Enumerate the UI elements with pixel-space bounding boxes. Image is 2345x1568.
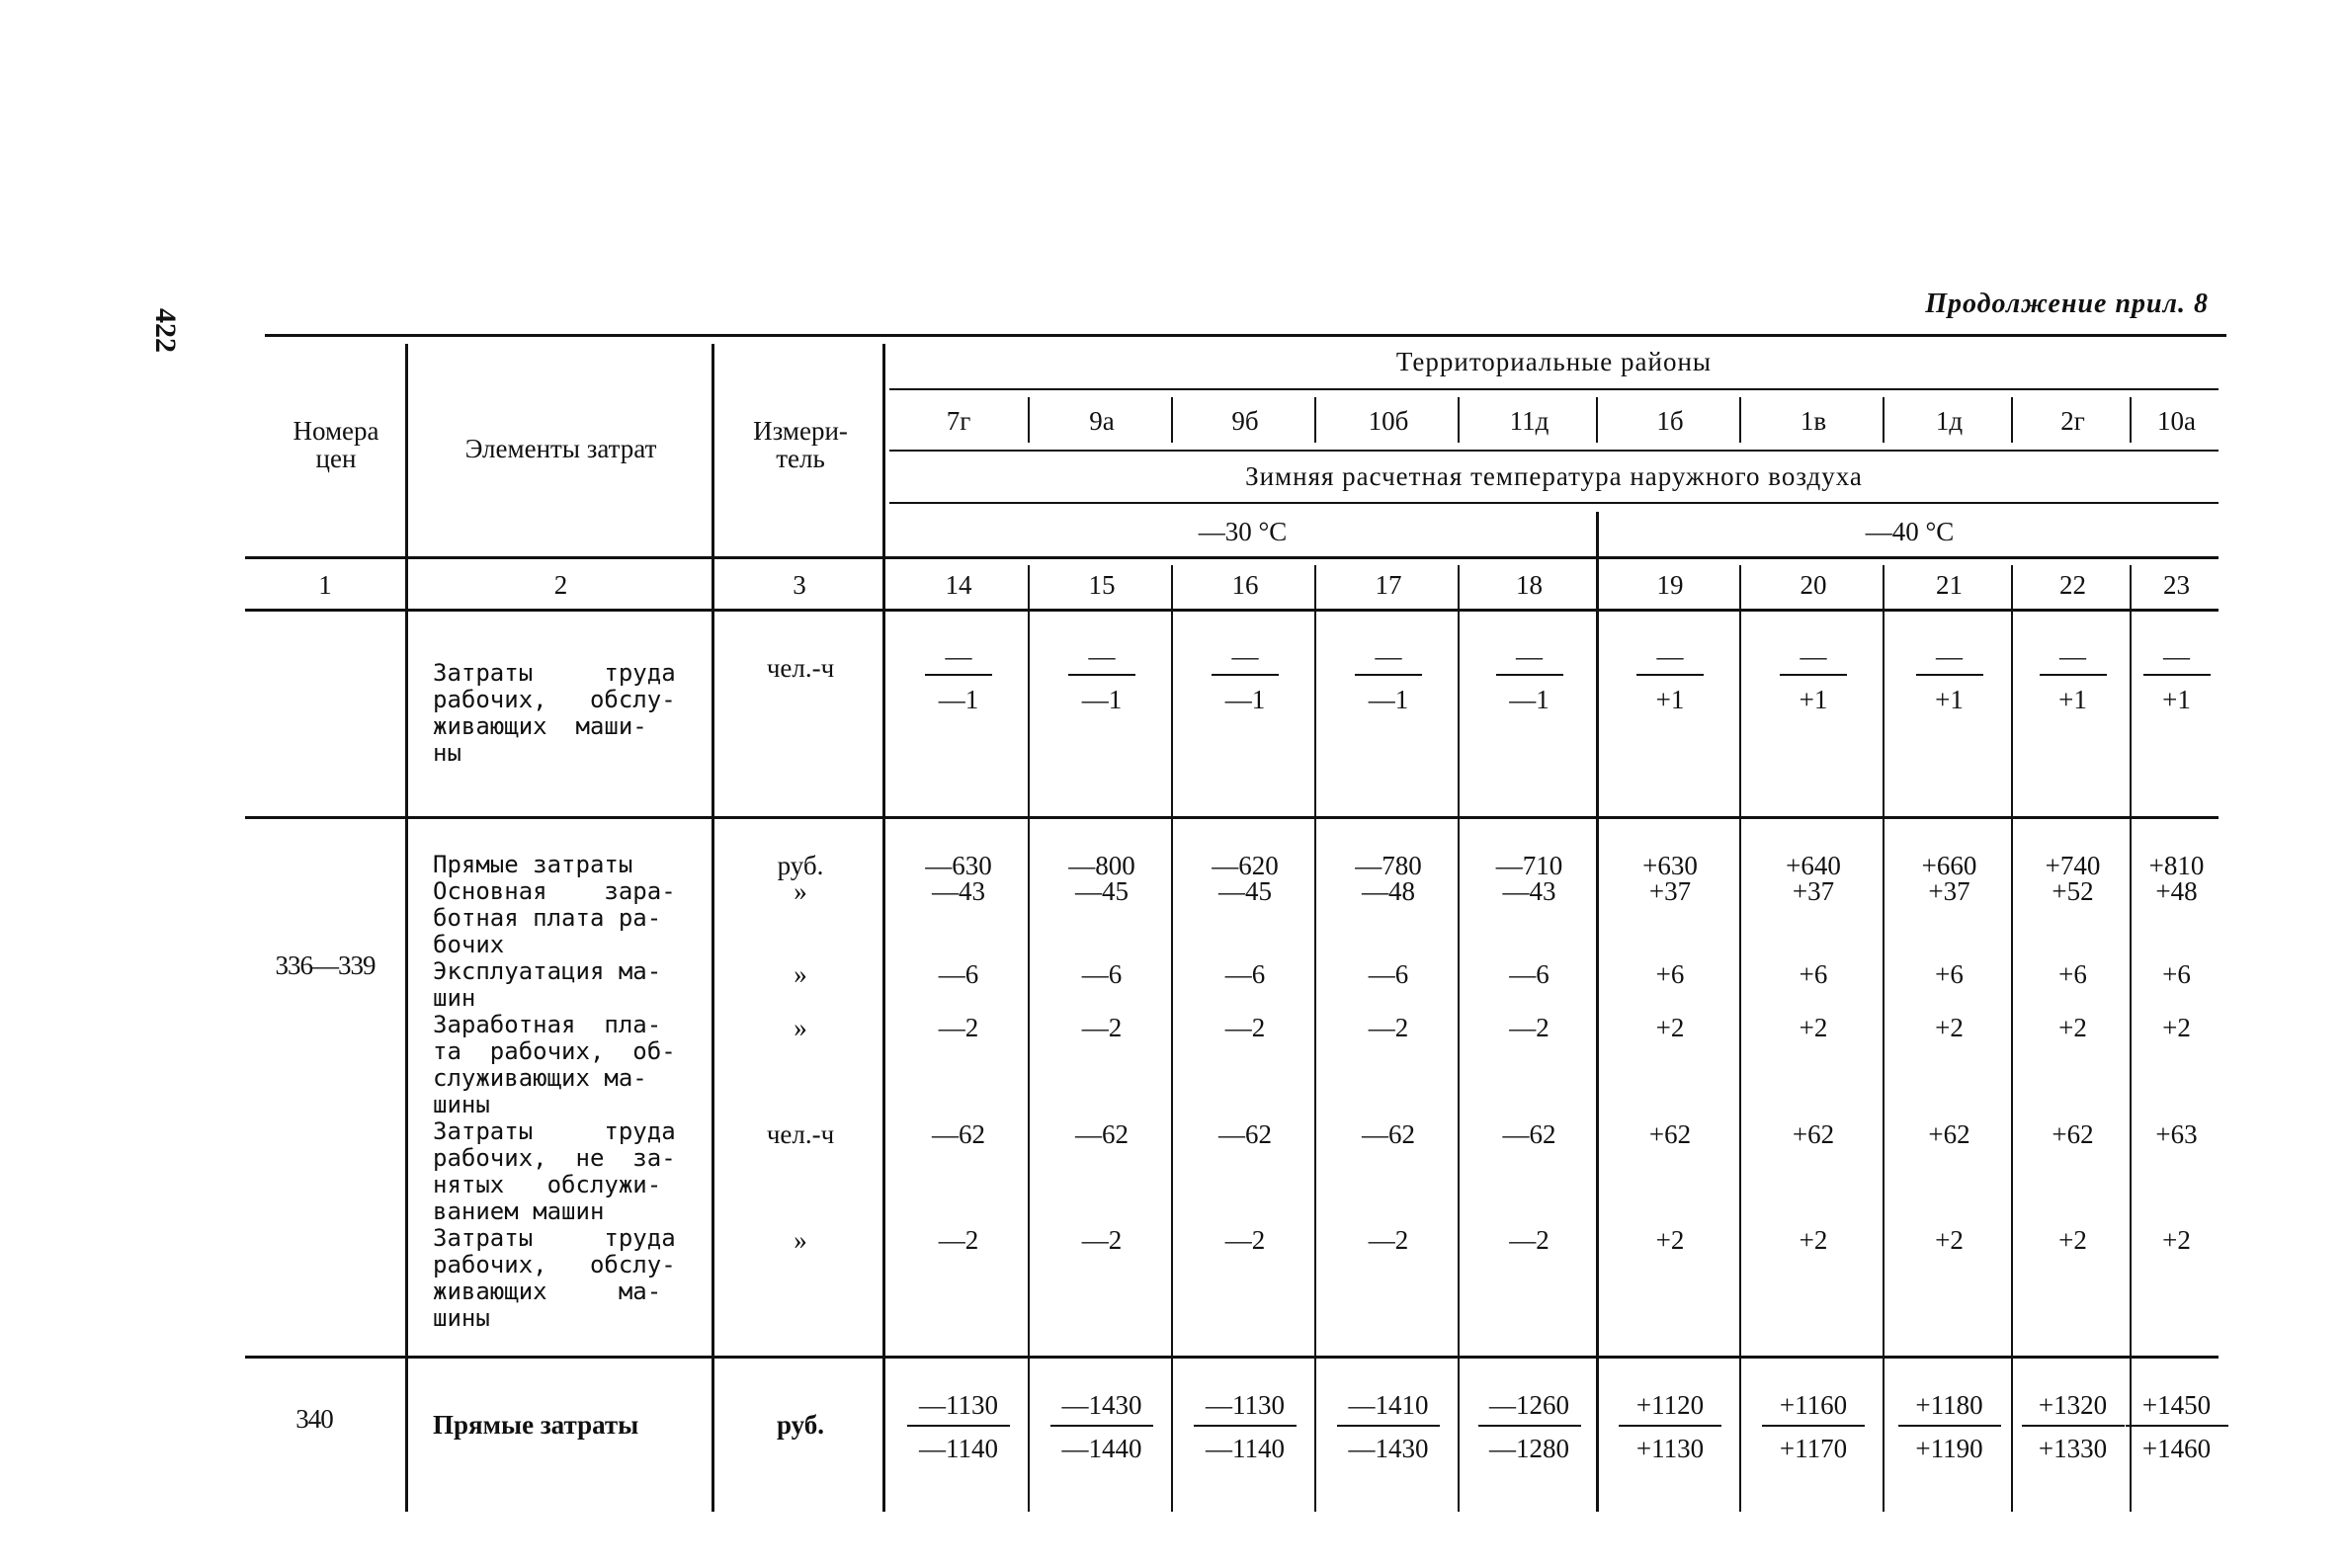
group-value: +62 <box>1792 1119 1835 1149</box>
row340-numerator: —1130 <box>1206 1390 1285 1420</box>
group-element-text: Эксплуатация ма- <box>433 957 662 985</box>
labor-fraction-bar <box>2143 674 2211 676</box>
group-value: —43 <box>1502 876 1556 906</box>
vrule-col1 <box>405 344 408 1512</box>
row340-denominator: +1330 <box>2038 1434 2108 1463</box>
column-number: 22 <box>2059 570 2086 600</box>
row340-numerator: —1130 <box>919 1390 998 1420</box>
labor-fraction-bar <box>1496 674 1563 676</box>
group-unit: » <box>794 1013 807 1042</box>
group-value: +6 <box>1799 959 1828 989</box>
group-value: —45 <box>1075 876 1129 906</box>
labor-numerator: — <box>1088 641 1116 671</box>
group-value: —2 <box>938 1013 979 1042</box>
header-territorial-regions: Территориальные районы <box>1395 347 1713 376</box>
row340-numerator: +1320 <box>2038 1390 2108 1420</box>
labor-numerator: — <box>1231 641 1259 671</box>
header-region: 9а <box>1089 406 1115 436</box>
group-element-text: рабочих, не за- <box>433 1144 676 1172</box>
header-region: 1д <box>1935 406 1964 436</box>
header-unit-line1: Измери- <box>753 416 848 446</box>
column-number: 2 <box>553 570 568 600</box>
vrule-region-header <box>1171 397 1173 443</box>
vrule-col2 <box>712 344 714 1512</box>
continuation-caption: Продолжение прил. 8 <box>1925 289 2209 319</box>
labor-denominator: —1 <box>1368 685 1409 714</box>
group-value: +810 <box>2148 851 2205 880</box>
group-unit: » <box>794 959 807 989</box>
group-value: —45 <box>1218 876 1272 906</box>
group-value: —2 <box>1368 1013 1409 1042</box>
header-region: 10б <box>1368 406 1409 436</box>
group-element-text: Прямые затраты <box>433 851 633 878</box>
row340-fraction-bar <box>1762 1425 1865 1427</box>
group-value: +37 <box>1648 876 1692 906</box>
group-element-text: нятых обслужи- <box>433 1171 662 1198</box>
header-region: 10а <box>2157 406 2196 436</box>
labor-denominator: —1 <box>938 685 979 714</box>
vrule-region-body <box>1883 565 1884 1512</box>
row340-denominator: —1430 <box>1348 1434 1429 1463</box>
vrule-region-body <box>1314 565 1316 1512</box>
rule-regions-bottom <box>889 450 2219 452</box>
header-temp-group-30: —30 °С <box>1198 517 1288 546</box>
vrule-region-body <box>1458 565 1460 1512</box>
rule-regions-top <box>889 388 2219 390</box>
labor-fraction-bar <box>2040 674 2107 676</box>
group-element-text: служивающих ма- <box>433 1064 647 1092</box>
labor-numerator: — <box>1936 641 1963 671</box>
row340-denominator: —1440 <box>1061 1434 1142 1463</box>
group-element-text: Затраты труда <box>433 1224 676 1252</box>
group-value: —62 <box>932 1119 985 1149</box>
group-unit: » <box>794 1225 807 1255</box>
group-value: +63 <box>2155 1119 2198 1149</box>
group-element-text: бочих <box>433 931 505 958</box>
row340-element: Прямые затраты <box>433 1410 639 1440</box>
vrule-region-header <box>1596 397 1598 443</box>
vrule-region-header <box>2130 397 2132 443</box>
group-value: +2 <box>1935 1013 1964 1042</box>
labor-denominator: —1 <box>1509 685 1549 714</box>
group-value: +6 <box>2162 959 2191 989</box>
group-value: —2 <box>1081 1013 1123 1042</box>
labor-denominator: +1 <box>2162 685 2191 714</box>
group-value: +37 <box>1928 876 1970 906</box>
group-value: +2 <box>2058 1225 2087 1255</box>
row340-fraction-bar <box>1337 1425 1440 1427</box>
header-price-numbers-line1: Номера <box>293 416 379 446</box>
header-price-numbers-line2: цен <box>315 444 357 473</box>
labor-element-text: рабочих, обслу- <box>433 686 676 713</box>
group-element-text: шины <box>433 1304 490 1332</box>
group-value: +640 <box>1786 851 1841 880</box>
group-value: —62 <box>1218 1119 1272 1149</box>
rule-winter-bottom <box>889 502 2219 504</box>
group-value: +62 <box>1648 1119 1692 1149</box>
vrule-region-body <box>1028 565 1030 1512</box>
header-region: 2г <box>2060 406 2085 436</box>
column-number: 20 <box>1800 570 1827 600</box>
vrule-temp-split <box>1596 512 1599 1512</box>
column-number: 16 <box>1231 570 1259 600</box>
header-region: 1в <box>1800 406 1827 436</box>
labor-denominator: —1 <box>1081 685 1123 714</box>
header-region: 7г <box>946 406 971 436</box>
group-element-text: Заработная пла- <box>433 1011 662 1038</box>
group-element-text: шин <box>433 984 476 1012</box>
group-value: +2 <box>1655 1013 1685 1042</box>
group-value: —780 <box>1355 851 1422 880</box>
vrule-region-body <box>1171 565 1173 1512</box>
rule-colnum-bottom <box>245 609 2219 612</box>
labor-unit: чел.-ч <box>766 653 835 683</box>
group-value: +52 <box>2052 876 2094 906</box>
page-number: 422 <box>149 308 182 353</box>
vrule-region-header <box>1028 397 1030 443</box>
row340-numerator: —1410 <box>1348 1390 1429 1420</box>
labor-denominator: +1 <box>1935 685 1964 714</box>
row340-denominator: +1130 <box>1635 1434 1705 1463</box>
vrule-region-header <box>2011 397 2013 443</box>
group-value: —6 <box>938 959 979 989</box>
labor-element-text: Затраты труда <box>433 659 676 687</box>
header-region: 9б <box>1231 406 1259 436</box>
group-element-text: рабочих, обслу- <box>433 1251 676 1279</box>
group-value: +2 <box>1935 1225 1964 1255</box>
labor-element-text: живающих маши- <box>433 712 647 740</box>
group-value: +740 <box>2045 851 2101 880</box>
row340-fraction-bar <box>1619 1425 1721 1427</box>
row340-fraction-bar <box>1194 1425 1297 1427</box>
vrule-region-header <box>1458 397 1460 443</box>
group-value: —6 <box>1509 959 1549 989</box>
group-value: —2 <box>1224 1225 1266 1255</box>
vrule-region-header <box>1883 397 1884 443</box>
group-value: +37 <box>1792 876 1835 906</box>
group-value: +2 <box>2162 1225 2191 1255</box>
column-number: 18 <box>1516 570 1543 600</box>
group-value: +2 <box>1799 1013 1828 1042</box>
group-element-text: ванием машин <box>433 1197 605 1225</box>
row340-fraction-bar <box>907 1425 1010 1427</box>
group-element-text: живающих ма- <box>433 1278 662 1305</box>
group-value: +2 <box>1799 1225 1828 1255</box>
row340-denominator: +1170 <box>1779 1434 1848 1463</box>
row340-denominator: —1140 <box>919 1434 998 1463</box>
group-value: —6 <box>1224 959 1266 989</box>
group-value: —62 <box>1502 1119 1556 1149</box>
row340-denominator: —1280 <box>1489 1434 1569 1463</box>
group-value: +6 <box>2058 959 2087 989</box>
group-element-text: Затраты труда <box>433 1117 676 1145</box>
row340-fraction-bar <box>2126 1425 2228 1427</box>
vrule-region-header <box>1314 397 1316 443</box>
labor-denominator: +1 <box>1799 685 1828 714</box>
labor-fraction-bar <box>1212 674 1279 676</box>
labor-numerator: — <box>2059 641 2086 671</box>
header-winter-temperature: Зимняя расчетная температура наружного воздуха <box>1245 461 1863 491</box>
group-value: +62 <box>2052 1119 2094 1149</box>
group-value: —620 <box>1212 851 1279 880</box>
header-temp-group-40: —40 °С <box>1865 517 1955 546</box>
labor-fraction-bar <box>1916 674 1983 676</box>
rule-340-top <box>245 1356 2219 1359</box>
group-value: —43 <box>932 876 985 906</box>
group-value: —2 <box>1368 1225 1409 1255</box>
labor-numerator: — <box>1800 641 1827 671</box>
group-element-text: та рабочих, об- <box>433 1037 676 1065</box>
column-number: 23 <box>2163 570 2190 600</box>
group-unit: руб. <box>777 851 824 880</box>
row340-denominator: +1460 <box>2141 1434 2212 1463</box>
group-value: +6 <box>1655 959 1685 989</box>
header-region: 11д <box>1509 406 1549 436</box>
row340-denominator: —1140 <box>1206 1434 1285 1463</box>
group-value: —2 <box>1224 1013 1266 1042</box>
group-value: —48 <box>1362 876 1415 906</box>
group-value: —2 <box>1509 1225 1549 1255</box>
labor-denominator: +1 <box>2058 685 2087 714</box>
header-elements: Элементы затрат <box>464 434 657 463</box>
labor-denominator: +1 <box>1655 685 1685 714</box>
labor-element-text: ны <box>433 739 461 767</box>
header-unit-line2: тель <box>776 444 825 473</box>
group-value: —710 <box>1495 851 1563 880</box>
group-value: —6 <box>1368 959 1409 989</box>
row340-unit: руб. <box>776 1410 825 1440</box>
row340-numerator: —1430 <box>1061 1390 1142 1420</box>
group-value: +2 <box>2162 1013 2191 1042</box>
group-value: —630 <box>925 851 992 880</box>
group-value: +62 <box>1928 1119 1970 1149</box>
labor-numerator: — <box>1375 641 1402 671</box>
row340-price-number: 340 <box>295 1404 333 1434</box>
row340-numerator: +1160 <box>1779 1390 1848 1420</box>
vrule-region-body <box>1739 565 1741 1512</box>
row340-numerator: +1180 <box>1915 1390 1983 1420</box>
group-price-numbers: 336—339 <box>275 950 376 980</box>
group-element-text: ботная плата ра- <box>433 904 662 932</box>
group-value: —2 <box>938 1225 979 1255</box>
group-value: —2 <box>1509 1013 1549 1042</box>
group-value: +2 <box>2058 1013 2087 1042</box>
group-value: —6 <box>1081 959 1123 989</box>
column-number: 19 <box>1656 570 1684 600</box>
group-value: —62 <box>1362 1119 1415 1149</box>
row340-numerator: +1450 <box>2141 1390 2212 1420</box>
labor-fraction-bar <box>1636 674 1704 676</box>
row340-fraction-bar <box>1478 1425 1581 1427</box>
labor-numerator: — <box>2163 641 2190 671</box>
row340-denominator: +1190 <box>1915 1434 1983 1463</box>
column-number: 3 <box>793 570 806 600</box>
group-value: +660 <box>1921 851 1977 880</box>
group-unit: чел.-ч <box>766 1119 835 1149</box>
rule-top <box>265 334 2226 337</box>
labor-fraction-bar <box>1355 674 1422 676</box>
row340-numerator: —1260 <box>1489 1390 1569 1420</box>
labor-numerator: — <box>1656 641 1684 671</box>
labor-fraction-bar <box>925 674 992 676</box>
row340-fraction-bar <box>1898 1425 2001 1427</box>
group-value: —800 <box>1068 851 1135 880</box>
group-value: —62 <box>1075 1119 1129 1149</box>
group-value: +6 <box>1935 959 1964 989</box>
labor-numerator: — <box>945 641 972 671</box>
vrule-col3 <box>882 344 885 1512</box>
group-value: +2 <box>1655 1225 1685 1255</box>
rule-group-top <box>245 816 2219 819</box>
rule-temp-bottom <box>245 556 2219 559</box>
column-number: 14 <box>945 570 972 600</box>
labor-fraction-bar <box>1780 674 1847 676</box>
group-value: —2 <box>1081 1225 1123 1255</box>
labor-denominator: —1 <box>1224 685 1266 714</box>
labor-fraction-bar <box>1068 674 1135 676</box>
column-number: 17 <box>1375 570 1402 600</box>
vrule-region-header <box>1739 397 1741 443</box>
row340-numerator: +1120 <box>1635 1390 1705 1420</box>
group-value: +630 <box>1642 851 1698 880</box>
row340-fraction-bar <box>1050 1425 1153 1427</box>
group-unit: » <box>794 876 807 906</box>
column-number: 21 <box>1936 570 1963 600</box>
labor-numerator: — <box>1516 641 1543 671</box>
row340-fraction-bar <box>2022 1425 2125 1427</box>
column-number: 1 <box>318 570 332 600</box>
group-element-text: Основная зара- <box>433 877 676 905</box>
group-element-text: шины <box>433 1091 490 1118</box>
group-value: +48 <box>2155 876 2198 906</box>
column-number: 15 <box>1088 570 1116 600</box>
header-region: 1б <box>1656 406 1684 436</box>
